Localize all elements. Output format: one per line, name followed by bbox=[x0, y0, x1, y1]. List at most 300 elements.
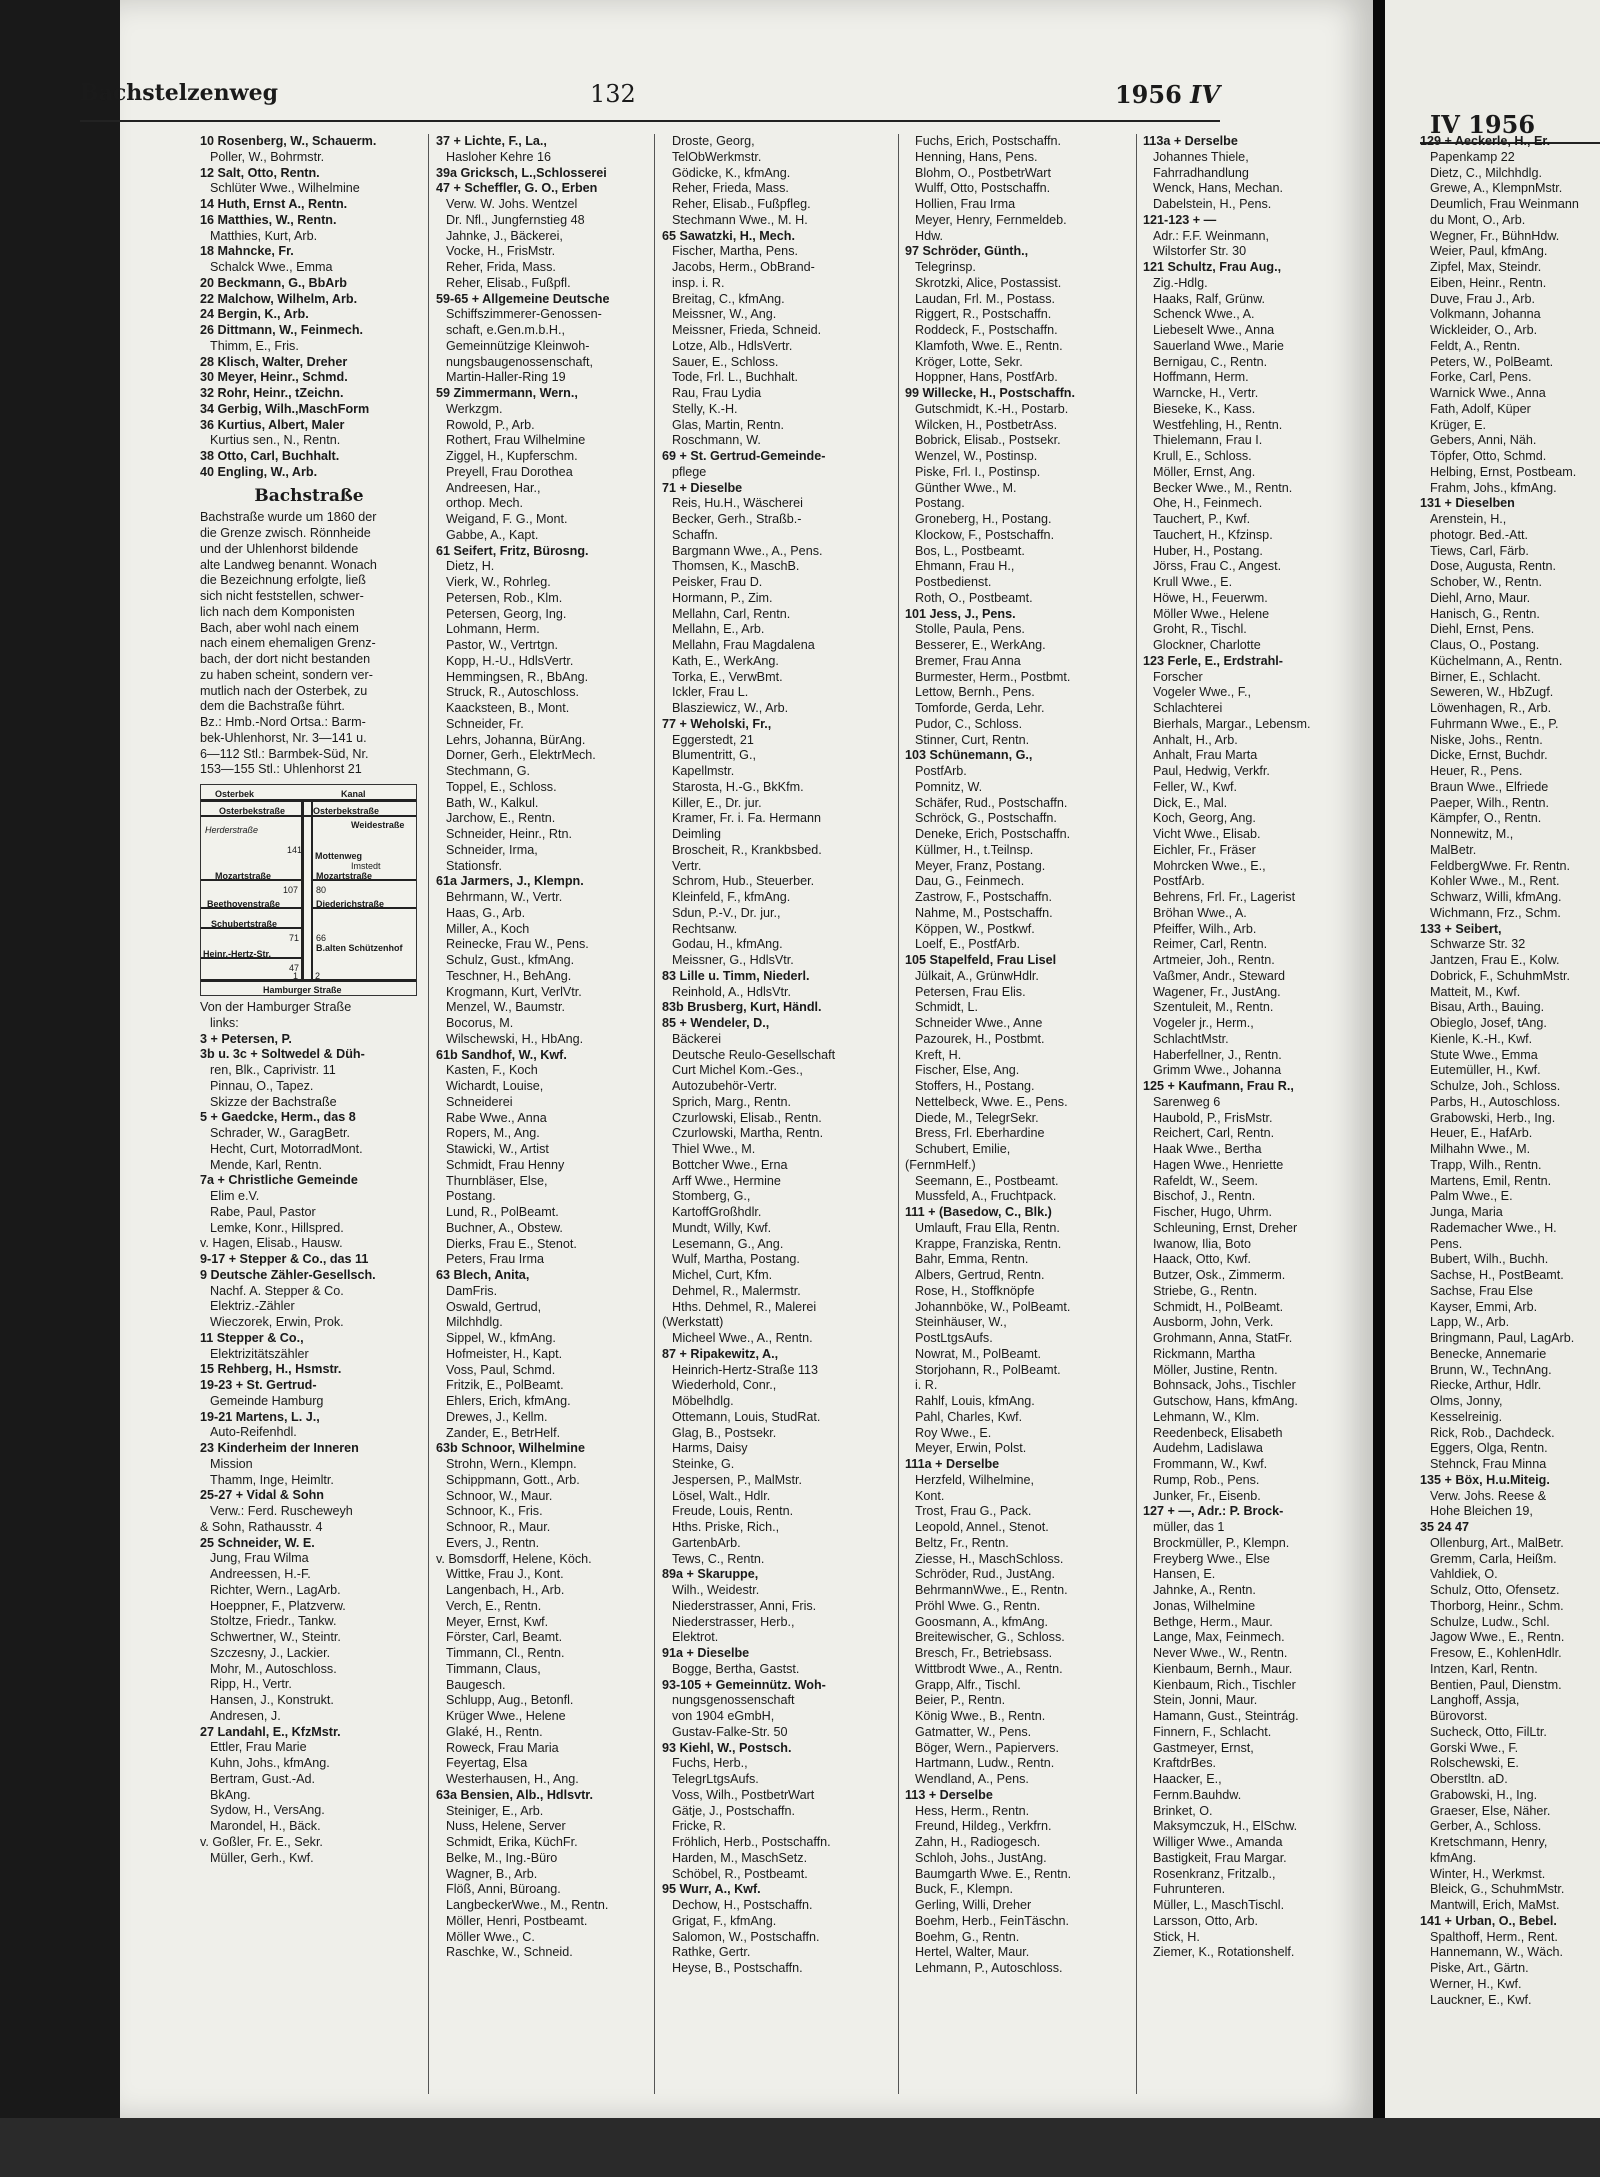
column-1 bbox=[200, 134, 418, 1866]
directory-entry: Jacobs, Herm., ObBrand- bbox=[672, 260, 815, 274]
directory-entry: Evers, J., Rentn. bbox=[446, 1535, 540, 1550]
directory-entry: Steinke, G. bbox=[672, 1457, 735, 1471]
directory-entry: Schmidt, L. bbox=[915, 1000, 978, 1015]
directory-entry: Böger, Wern., Papiervers. bbox=[915, 1740, 1059, 1755]
directory-entry: Dicke, Ernst, Buchdr. bbox=[1430, 748, 1548, 763]
directory-entry: Deutsche Reulo-Gesellschaft bbox=[672, 1047, 836, 1062]
directory-entry: Schleuning, Ernst, Dreher bbox=[1153, 1220, 1298, 1235]
directory-entry: 99 Willecke, H., Postschaffn. bbox=[905, 386, 1075, 400]
directory-entry: Schrom, Hub., Steuerber. bbox=[672, 874, 815, 889]
directory-entry: Kesselreinig. bbox=[1430, 1409, 1503, 1424]
directory-entry: Hasloher Kehre 16 bbox=[446, 149, 552, 164]
directory-entry: 7a + Christliche Gemeinde bbox=[200, 1173, 358, 1188]
directory-entry: Hohe Bleichen 19, bbox=[1430, 1504, 1533, 1519]
directory-entry: Stechmann Wwe., M. H. bbox=[672, 212, 808, 227]
directory-entry: Wilh., Weidestr. bbox=[672, 1583, 760, 1597]
directory-entry: Mohr, M., Autoschloss. bbox=[210, 1661, 337, 1676]
directory-entry: Dick, E., Mal. bbox=[1153, 795, 1228, 810]
directory-entry: Hoppner, Hans, PostfArb. bbox=[915, 370, 1058, 385]
directory-entry: die Grenze zwisch. Rönnheide bbox=[200, 526, 371, 540]
directory-entry: Roschmann, W. bbox=[672, 433, 761, 448]
directory-entry: Niske, Johs., Rentn. bbox=[1430, 732, 1543, 747]
directory-entry: 127 + —, Adr.: P. Brock- bbox=[1143, 1504, 1284, 1519]
directory-entry: Fischer, Else, Ang. bbox=[915, 1063, 1020, 1078]
map-house-number: 80 bbox=[316, 885, 327, 895]
directory-entry: Reher, Elisab., Fußpfl. bbox=[446, 275, 571, 290]
directory-entry: Menzel, W., Baumstr. bbox=[446, 1000, 565, 1015]
directory-entry: Richter, Wern., LagArb. bbox=[210, 1582, 341, 1597]
directory-entry: die Bezeichnung erfolgte, ließ bbox=[200, 573, 366, 588]
directory-entry: Schäfer, Rud., Postschaffn. bbox=[915, 795, 1068, 810]
directory-entry: Torka, E., VerwBmt. bbox=[672, 669, 783, 684]
directory-entry: Bachstraße wurde um 1860 der bbox=[200, 510, 377, 525]
directory-entry: Klamfoth, Wwe. E., Rentn. bbox=[915, 338, 1063, 353]
directory-entry: Schubert, Emilie, bbox=[915, 1142, 1011, 1156]
directory-entry: Schenck Wwe., A. bbox=[1153, 307, 1255, 322]
directory-entry: 125 + Kaufmann, Frau R., bbox=[1143, 1079, 1294, 1093]
directory-entry: Heinrich-Hertz-Straße 113 bbox=[672, 1362, 819, 1377]
directory-entry: Gutschow, Hans, kfmAng. bbox=[1153, 1394, 1298, 1408]
directory-entry: Schneider, Heinr., Rtn. bbox=[446, 827, 573, 841]
directory-entry: Haas, G., Arb. bbox=[446, 905, 526, 920]
directory-entry: Schulz, Otto, Ofensetz. bbox=[1430, 1583, 1560, 1597]
directory-entry: 89a + Skaruppe, bbox=[662, 1567, 759, 1582]
directory-entry: 95 Wurr, A., Kwf. bbox=[662, 1882, 761, 1897]
directory-entry: Feller, W., Kwf. bbox=[1153, 779, 1237, 794]
directory-entry: Bogge, Bertha, Gastst. bbox=[672, 1661, 800, 1676]
directory-entry: Bischof, J., Rentn. bbox=[1153, 1189, 1256, 1204]
directory-entry: Herzfeld, Wilhelmine, bbox=[915, 1472, 1034, 1487]
directory-entry: Kröger, Lotte, Sekr. bbox=[915, 354, 1023, 369]
directory-entry: 5 + Gaedcke, Herm., das 8 bbox=[200, 1110, 356, 1125]
directory-entry: Broscheit, R., Krankbsbed. bbox=[672, 842, 822, 857]
directory-entry: 3 + Petersen, P. bbox=[200, 1031, 292, 1046]
directory-entry: Vaßmer, Andr., Steward bbox=[1153, 968, 1286, 983]
directory-entry: Roy Wwe., E. bbox=[915, 1425, 992, 1440]
directory-entry: Niederstrasser, Herb., bbox=[672, 1614, 795, 1629]
directory-entry: Eutemüller, H., Kwf. bbox=[1430, 1063, 1541, 1078]
directory-entry: & Sohn, Rathausstr. 4 bbox=[200, 1519, 323, 1534]
directory-entry: Arff Wwe., Hermine bbox=[672, 1173, 781, 1188]
directory-entry: Matthies, Kurt, Arb. bbox=[210, 228, 318, 243]
directory-entry: Freyberg Wwe., Else bbox=[1153, 1551, 1270, 1566]
directory-entry: 19-21 Martens, L. J., bbox=[200, 1409, 320, 1424]
directory-entry: Mission bbox=[210, 1456, 253, 1471]
directory-entry: 16 Matthies, W., Rentn. bbox=[200, 212, 337, 227]
directory-entry: Finnern, F., Schlacht. bbox=[1153, 1724, 1272, 1739]
directory-entry: Martin-Haller-Ring 19 bbox=[446, 370, 566, 385]
directory-entry: Lehmann, W., Klm. bbox=[1153, 1409, 1260, 1424]
directory-entry: Autozubehör-Vertr. bbox=[672, 1079, 778, 1093]
directory-entry: Vahldiek, O. bbox=[1430, 1567, 1498, 1582]
directory-entry: Verch, E., Rentn. bbox=[446, 1598, 542, 1613]
directory-entry: Tauchert, P., Kwf. bbox=[1153, 512, 1251, 526]
directory-entry: Umlauft, Frau Ella, Rentn. bbox=[915, 1220, 1060, 1235]
directory-entry: Gutschmidt, K.-H., Postarb. bbox=[915, 401, 1069, 416]
directory-entry: 135 + Böx, H.u.Miteig. bbox=[1420, 1472, 1550, 1487]
directory-entry: Rothert, Frau Wilhelmine bbox=[446, 433, 586, 448]
directory-entry: bach, der dort nicht bestanden bbox=[200, 652, 371, 666]
directory-entry: Intzen, Karl, Rentn. bbox=[1430, 1661, 1538, 1676]
directory-entry: Andreessen, H.-F. bbox=[210, 1567, 311, 1581]
directory-entry: Benecke, Annemarie bbox=[1430, 1346, 1547, 1361]
directory-entry: Dierks, Frau E., Stenot. bbox=[446, 1236, 577, 1251]
directory-entry: Günther Wwe., M. bbox=[915, 480, 1017, 495]
directory-entry: Verw. W. Johs. Wentzel bbox=[446, 197, 578, 211]
directory-entry: Vicht Wwe., Elisab. bbox=[1153, 827, 1261, 841]
directory-entry: Sauer, E., Schloss. bbox=[672, 354, 779, 369]
directory-entry: Kämpfer, O., Rentn. bbox=[1430, 811, 1542, 826]
directory-entry: TelegrLtgsAufs. bbox=[672, 1772, 759, 1786]
directory-entry: Trapp, Wilh., Rentn. bbox=[1430, 1157, 1542, 1172]
directory-entry: Behrens, Frl. Fr., Lagerist bbox=[1153, 890, 1296, 904]
directory-entry: Ollenburg, Art., MalBetr. bbox=[1430, 1535, 1564, 1550]
directory-entry: Birner, E., Schlacht. bbox=[1430, 669, 1541, 684]
directory-entry: Fröhlich, Herb., Postschaffn. bbox=[672, 1835, 831, 1849]
directory-entry: müller, das 1 bbox=[1153, 1520, 1225, 1534]
directory-entry: Nahme, M., Postschaffn. bbox=[915, 905, 1053, 920]
directory-entry: Paul, Hedwig, Verkfr. bbox=[1153, 764, 1270, 778]
directory-entry: Flöß, Anni, Büroang. bbox=[446, 1882, 561, 1897]
directory-entry: Wittbrodt Wwe., A., Rentn. bbox=[915, 1661, 1063, 1676]
street-heading-bachstrasse: Bachstraße bbox=[254, 485, 364, 506]
directory-entry: Zig.-Hdlg. bbox=[1153, 275, 1208, 290]
directory-entry: Kienbaum, Bernh., Maur. bbox=[1153, 1661, 1293, 1676]
directory-entry: 35 24 47 bbox=[1420, 1520, 1470, 1534]
directory-entry: Bos, L., Postbeamt. bbox=[915, 543, 1025, 558]
directory-entry: Freund, Hildeg., Verkfrn. bbox=[915, 1819, 1052, 1834]
directory-entry: Krull Wwe., E. bbox=[1153, 575, 1233, 589]
directory-entry: Eggerstedt, 21 bbox=[672, 732, 754, 747]
directory-entry: Haaks, Ralf, Grünw. bbox=[1153, 291, 1265, 306]
directory-entry: 25 Schneider, W. E. bbox=[200, 1535, 315, 1550]
directory-entry: Hansen, J., Konstrukt. bbox=[210, 1693, 334, 1707]
directory-entry: 61b Sandhof, W., Kwf. bbox=[436, 1047, 567, 1062]
directory-entry: Wichardt, Louise, bbox=[446, 1079, 544, 1093]
directory-entry: und der Uhlenhorst bildende bbox=[200, 541, 359, 556]
directory-entry: Wickleider, O., Arb. bbox=[1430, 323, 1538, 337]
directory-entry: Werkzgm. bbox=[446, 401, 503, 416]
directory-entry: Kretschmann, Henry, bbox=[1430, 1835, 1548, 1849]
directory-entry: Reis, Hu.H., Wäscherei bbox=[672, 496, 803, 511]
directory-entry: Thurnbläser, Else, bbox=[446, 1173, 548, 1188]
directory-entry: Kayser, Emmi, Arb. bbox=[1430, 1299, 1538, 1314]
directory-entry: Stawicki, W., Artist bbox=[446, 1142, 549, 1156]
directory-entry: Telegrinsp. bbox=[915, 260, 976, 274]
directory-entry: Sarenweg 6 bbox=[1153, 1094, 1221, 1109]
directory-entry: Sucheck, Otto, FilLtr. bbox=[1430, 1724, 1547, 1739]
directory-entry: Kienbaum, Rich., Tischler bbox=[1153, 1677, 1296, 1692]
directory-entry: Lehrs, Johanna, BürAng. bbox=[446, 732, 586, 747]
directory-entry: Lesemann, G., Ang. bbox=[672, 1236, 784, 1251]
directory-entry: 6—112 Stl.: Barmbek-Süd, Nr. bbox=[200, 746, 369, 761]
right-page-volume: IV bbox=[1430, 110, 1460, 139]
directory-entry: Rowold, P., Arb. bbox=[446, 417, 535, 432]
directory-entry: Johannes Thiele, bbox=[1153, 149, 1249, 164]
directory-entry: Sippel, W., kfmAng. bbox=[446, 1331, 556, 1345]
directory-entry: Sachse, H., PostBeamt. bbox=[1430, 1268, 1564, 1282]
map-label: Kanal bbox=[341, 789, 366, 799]
directory-entry: Kath, E., WerkAng. bbox=[672, 653, 779, 668]
directory-entry: Killer, E., Dr. jur. bbox=[672, 795, 762, 810]
directory-entry: Preyell, Frau Dorothea bbox=[446, 464, 573, 479]
directory-entry: Schneider, Fr. bbox=[446, 716, 524, 731]
directory-entry: Stoffers, H., Postang. bbox=[915, 1079, 1035, 1093]
right-page-year: 1956 bbox=[1468, 110, 1536, 139]
bachstrasse-intro bbox=[200, 510, 418, 778]
directory-entry: Tiews, Carl, Färb. bbox=[1430, 543, 1529, 558]
directory-entry: Stelly, K.-H. bbox=[672, 401, 738, 416]
directory-entry: Schlachterei bbox=[1153, 701, 1223, 715]
directory-entry: Lohmann, Herm. bbox=[446, 622, 540, 637]
directory-entry: Hartmann, Ludw., Rentn. bbox=[915, 1756, 1055, 1771]
directory-entry: Fischer, Martha, Pens. bbox=[672, 244, 798, 259]
directory-entry: nungsgenossenschaft bbox=[672, 1693, 795, 1708]
directory-entry: Micheel Wwe., A., Rentn. bbox=[672, 1331, 813, 1345]
directory-entry: Timmann, Cl., Rentn. bbox=[446, 1646, 565, 1660]
directory-entry: Czurlowski, Martha, Rentn. bbox=[672, 1126, 824, 1141]
directory-entry: Schneider Wwe., Anne bbox=[915, 1016, 1043, 1030]
directory-entry: Bohnsack, Johs., Tischler bbox=[1153, 1378, 1296, 1393]
map-label: Osterbekstraße bbox=[313, 806, 380, 816]
directory-entry: Stoltze, Friedr., Tankw. bbox=[210, 1614, 337, 1629]
directory-entry: Paeper, Wilh., Rentn. bbox=[1430, 795, 1550, 810]
directory-entry: Belke, M., Ing.-Büro bbox=[446, 1850, 558, 1865]
directory-entry: Grabowski, Herb., Ing. bbox=[1430, 1110, 1556, 1125]
directory-entry: Elektrizitätszähler bbox=[210, 1346, 309, 1361]
directory-entry: Gorski Wwe., F. bbox=[1430, 1740, 1519, 1755]
directory-entry: Arenstein, H., bbox=[1430, 512, 1507, 526]
directory-entry: Elektrot. bbox=[672, 1630, 719, 1645]
directory-entry: Sauerland Wwe., Marie bbox=[1153, 338, 1284, 353]
directory-entry: Hths. Priske, Rich., bbox=[672, 1520, 780, 1534]
scan-bottom-margin bbox=[0, 2118, 1600, 2177]
directory-entry: 19-23 + St. Gertrud- bbox=[200, 1378, 317, 1392]
running-head-street: Bachstelzenweg bbox=[80, 80, 278, 106]
directory-entry: Schneider, Irma, bbox=[446, 842, 538, 857]
directory-entry: Lemke, Konr., Hillspred. bbox=[210, 1220, 344, 1235]
column-3 bbox=[662, 134, 890, 1977]
directory-entry: Ziesse, H., MaschSchloss. bbox=[915, 1551, 1064, 1566]
directory-entry: Harms, Daisy bbox=[672, 1441, 748, 1456]
directory-entry: Warnick Wwe., Anna bbox=[1430, 386, 1546, 400]
directory-entry: Sachse, Frau Else bbox=[1430, 1283, 1533, 1298]
directory-entry: Stechmann, G. bbox=[446, 764, 530, 778]
column-2 bbox=[436, 134, 646, 1961]
directory-entry: FeldbergWwe. Fr. Rentn. bbox=[1430, 858, 1570, 873]
directory-entry: 69 + St. Gertrud-Gemeinde- bbox=[662, 449, 826, 463]
directory-entry: Groneberg, H., Postang. bbox=[915, 512, 1052, 526]
directory-entry: Bentien, Paul, Dienstm. bbox=[1430, 1677, 1562, 1692]
directory-entry: alte Landweg benannt. Wonach bbox=[200, 557, 377, 572]
directory-entry: Schlüter Wwe., Wilhelmine bbox=[210, 181, 360, 196]
directory-entry: Grabowski, H., Ing. bbox=[1430, 1787, 1538, 1802]
directory-entry: 36 Kurtius, Albert, Maler bbox=[200, 417, 345, 432]
directory-entry: Kreft, H. bbox=[915, 1047, 962, 1062]
directory-entry: Dietz, C., Milchhdlg. bbox=[1430, 165, 1542, 180]
directory-entry: Zastrow, F., Postschaffn. bbox=[915, 890, 1052, 904]
directory-entry: Krüger Wwe., Helene bbox=[446, 1709, 566, 1723]
directory-entry: Frommann, W., Kwf. bbox=[1153, 1457, 1268, 1471]
directory-entry: Hdw. bbox=[915, 228, 943, 243]
directory-entry: Stick, H. bbox=[1153, 1929, 1200, 1944]
directory-entry: Thielemann, Frau I. bbox=[1153, 433, 1263, 448]
directory-entry: 20 Beckmann, G., BbArb bbox=[200, 275, 347, 290]
directory-entry: Braun Wwe., Elfriede bbox=[1430, 779, 1549, 794]
directory-entry: Rahlf, Louis, kfmAng. bbox=[915, 1394, 1035, 1408]
directory-entry: 9-17 + Stepper & Co., das 11 bbox=[200, 1252, 369, 1266]
directory-entry: Vogeler jr., Herm., bbox=[1153, 1016, 1254, 1030]
directory-entry: Kapellmstr. bbox=[672, 764, 735, 778]
directory-entry: Bach, aber wohl nach einem bbox=[200, 620, 359, 635]
directory-entry: 87 + Ripakewitz, A., bbox=[662, 1346, 779, 1361]
directory-entry: Wilstorfer Str. 30 bbox=[1153, 244, 1247, 259]
directory-entry: Andresen, J. bbox=[210, 1708, 281, 1723]
directory-entry: 63a Bensien, Alb., Hdlsvtr. bbox=[436, 1787, 594, 1802]
directory-entry: Besserer, E., WerkAng. bbox=[915, 638, 1046, 652]
directory-entry: Stolle, Paula, Pens. bbox=[915, 622, 1025, 637]
directory-entry: Hoeppner, F., Platzverw. bbox=[210, 1598, 346, 1613]
directory-entry: Never Wwe., W., Rentn. bbox=[1153, 1646, 1288, 1660]
directory-entry: MalBetr. bbox=[1430, 842, 1477, 857]
directory-entry: Loelf, E., PostfArb. bbox=[915, 937, 1020, 952]
directory-entry: Vogeler Wwe., F., bbox=[1153, 685, 1251, 700]
directory-entry: 111 + (Basedow, C., Blk.) bbox=[905, 1205, 1052, 1219]
directory-entry: Bierhals, Margar., Lebensm. bbox=[1153, 716, 1311, 731]
directory-entry: Andreesen, Har., bbox=[446, 480, 541, 495]
directory-entry: Grigat, F., kfmAng. bbox=[672, 1913, 777, 1928]
directory-entry: sich nicht feststellen, schwer- bbox=[200, 589, 364, 603]
directory-entry: Obieglo, Josef, tAng. bbox=[1430, 1016, 1547, 1030]
directory-entry: Tomforde, Gerda, Lehr. bbox=[915, 701, 1045, 715]
directory-entry: Postang. bbox=[915, 496, 965, 511]
directory-entry: Möller Wwe., Helene bbox=[1153, 606, 1270, 621]
map-label: Heinr.-Hertz-Str. bbox=[203, 949, 272, 959]
directory-entry: Wenck, Hans, Mechan. bbox=[1153, 181, 1283, 196]
directory-entry: mutlich nach der Osterbek, zu bbox=[200, 683, 368, 698]
directory-entry: Voss, Paul, Schmd. bbox=[446, 1362, 556, 1377]
directory-entry: Storjohann, R., PolBeamt. bbox=[915, 1362, 1061, 1377]
directory-entry: Goosmann, A., kfmAng. bbox=[915, 1614, 1048, 1629]
directory-entry: Beier, P., Rentn. bbox=[915, 1693, 1006, 1708]
directory-entry: Brunn, W., TechnAng. bbox=[1430, 1362, 1552, 1377]
directory-entry: Schlupp, Aug., Betonfl. bbox=[446, 1693, 574, 1708]
directory-entry: Fuhrunteren. bbox=[1153, 1882, 1226, 1897]
directory-entry: 113 + Derselbe bbox=[905, 1787, 993, 1802]
directory-entry: Lund, R., PolBeamt. bbox=[446, 1205, 559, 1219]
directory-entry: Mellahn, E., Arb. bbox=[672, 622, 765, 637]
directory-entry: Iwanow, Ilia, Boto bbox=[1153, 1236, 1252, 1251]
directory-entry: Oswald, Gertrud, bbox=[446, 1299, 542, 1314]
directory-entry: Lange, Max, Feinmech. bbox=[1153, 1630, 1285, 1645]
directory-entry: Forke, Carl, Pens. bbox=[1430, 370, 1532, 385]
directory-entry: 61a Jarmers, J., Klempn. bbox=[436, 874, 584, 889]
directory-entry: Laudan, Frl. M., Postass. bbox=[915, 291, 1055, 306]
map-house-number: 107 bbox=[283, 885, 299, 895]
map-house-number: 141 bbox=[287, 845, 303, 855]
directory-entry: Rechtsanw. bbox=[672, 921, 738, 936]
directory-entry: Pens. bbox=[1430, 1236, 1463, 1251]
directory-entry: 93-105 + Gemeinnütz. Woh- bbox=[662, 1677, 826, 1692]
directory-entry: Peters, W., PolBeamt. bbox=[1430, 354, 1554, 369]
directory-entry: Larsson, Otto, Arb. bbox=[1153, 1913, 1258, 1928]
directory-entry: Nowrat, M., PolBeamt. bbox=[915, 1346, 1041, 1361]
directory-entry: Meissner, Frieda, Schneid. bbox=[672, 323, 822, 337]
directory-entry: Krull, E., Schloss. bbox=[1153, 449, 1252, 463]
directory-entry: Eggers, Olga, Rentn. bbox=[1430, 1441, 1548, 1456]
directory-entry: Zander, E., BetrHelf. bbox=[446, 1425, 561, 1440]
directory-entry: Peters, Frau Irma bbox=[446, 1252, 544, 1267]
directory-entry: Wendland, A., Pens. bbox=[915, 1772, 1029, 1786]
directory-entry: Bobrick, Elisab., Postsekr. bbox=[915, 433, 1061, 448]
directory-entry: Fahrradhandlung bbox=[1153, 165, 1249, 180]
directory-entry: 121 Schultz, Frau Aug., bbox=[1143, 260, 1282, 274]
directory-entry: Rafeldt, W., Seem. bbox=[1153, 1173, 1258, 1188]
directory-entry: Westerhausen, H., Ang. bbox=[446, 1772, 579, 1786]
directory-entry: Liebeselt Wwe., Anna bbox=[1153, 323, 1275, 337]
directory-entry: Kont. bbox=[915, 1488, 945, 1503]
directory-entry: Butzer, Osk., Zimmerm. bbox=[1153, 1268, 1286, 1282]
directory-entry: 10 Rosenberg, W., Schauerm. bbox=[200, 134, 377, 148]
directory-entry: Jagow Wwe., E., Rentn. bbox=[1430, 1630, 1565, 1645]
directory-entry: Verw. Johs. Reese & bbox=[1430, 1488, 1547, 1503]
directory-entry: Beltz, Fr., Rentn. bbox=[915, 1535, 1009, 1550]
directory-entry: Rathke, Gertr. bbox=[672, 1945, 751, 1960]
directory-entry: 27 Landahl, E., KfzMstr. bbox=[200, 1724, 341, 1739]
directory-entry: Sydow, H., VersAng. bbox=[210, 1803, 325, 1818]
column-5 bbox=[1143, 134, 1358, 1961]
directory-entry: 85 + Wendeler, D., bbox=[662, 1016, 770, 1030]
directory-entry: Kasten, F., Koch bbox=[446, 1063, 538, 1078]
directory-entry: Roddeck, F., Postschaffn. bbox=[915, 323, 1058, 337]
directory-entry: 63b Schnoor, Wilhelmine bbox=[436, 1441, 585, 1456]
directory-entry: Reinhold, A., HdlsVtr. bbox=[672, 984, 792, 999]
directory-entry: Jespersen, P., MalMstr. bbox=[672, 1472, 802, 1487]
directory-entry: Bethge, Herm., Maur. bbox=[1153, 1614, 1273, 1629]
directory-entry: Schulze, Joh., Schloss. bbox=[1430, 1079, 1561, 1093]
directory-entry: Jahnke, A., Rentn. bbox=[1153, 1583, 1256, 1597]
directory-entry: Schröder, Rud., JustAng. bbox=[915, 1567, 1056, 1582]
directory-entry: 28 Klisch, Walter, Dreher bbox=[200, 354, 348, 369]
scan-left-margin bbox=[0, 0, 120, 2177]
directory-entry: Bernigau, C., Rentn. bbox=[1153, 354, 1268, 369]
directory-entry: v. Goßler, Fr. E., Sekr. bbox=[200, 1834, 323, 1849]
directory-entry: 26 Dittmann, W., Feinmech. bbox=[200, 323, 364, 337]
directory-entry: schaft, e.Gen.m.b.H., bbox=[446, 323, 565, 337]
directory-entry: Seweren, W., HbZugf. bbox=[1430, 685, 1554, 700]
directory-entry: Steinhäuser, W., bbox=[915, 1315, 1007, 1330]
directory-entry: Becker, Gerh., Straßb.- bbox=[672, 512, 802, 526]
map-label: Mozartstraße bbox=[215, 871, 272, 881]
directory-entry: Reher, Frieda, Mass. bbox=[672, 181, 789, 196]
directory-entry: Schneiderei bbox=[446, 1094, 513, 1109]
directory-entry: Anhalt, H., Arb. bbox=[1153, 732, 1238, 747]
map-house-number: 1 bbox=[293, 971, 299, 981]
directory-entry: Schulz, Gust., kfmAng. bbox=[446, 953, 575, 967]
directory-entry: Drewes, J., Kellm. bbox=[446, 1409, 548, 1424]
directory-entry: Adr.: F.F. Weinmann, bbox=[1153, 228, 1269, 243]
bachstelzenweg-entries bbox=[200, 134, 418, 481]
directory-entry: Henning, Hans, Pens. bbox=[915, 149, 1038, 164]
directory-entry: 14 Huth, Ernst A., Rentn. bbox=[200, 197, 348, 211]
directory-entry: Ickler, Frau L. bbox=[672, 685, 749, 700]
directory-entry: Zahn, H., Radiogesch. bbox=[915, 1835, 1041, 1849]
directory-entry: Kramer, Fr. i. Fa. Hermann bbox=[672, 811, 822, 826]
directory-entry: Schnoor, R., Maur. bbox=[446, 1520, 551, 1534]
directory-entry: Nettelbeck, Wwe. E., Pens. bbox=[915, 1094, 1068, 1109]
directory-entry: Küllmer, H., t.Teilnsp. bbox=[915, 842, 1034, 857]
directory-entry: Stute Wwe., Emma bbox=[1430, 1047, 1538, 1062]
